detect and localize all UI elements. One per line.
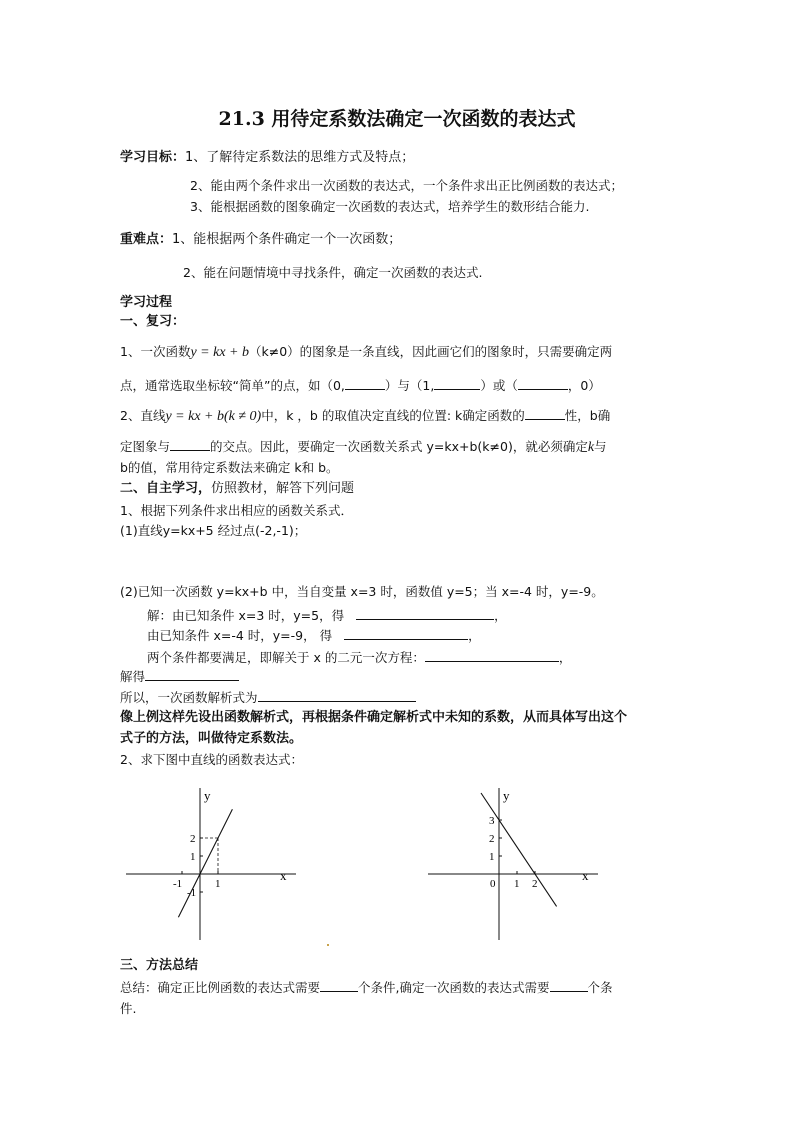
goals-label: 学习目标：	[120, 150, 186, 165]
blank-eq2[interactable]	[344, 626, 468, 640]
task1: 1、根据下列条件求出相应的函数关系式．	[120, 503, 353, 518]
q1-line2-a: 点，通常选取坐标较“简单”的点，如（0,	[120, 378, 345, 393]
summary-text-c: 个条	[587, 980, 613, 995]
q2-text-c: 性，b确	[564, 408, 611, 423]
task2: 2、求下图中直线的函数表达式：	[120, 752, 303, 767]
solution-line3	[147, 648, 571, 667]
sol2-text: 由已知条件 x=-4 时，y=-9， 得	[147, 628, 333, 643]
sol4-text: 解得	[120, 669, 146, 684]
blank-point-c[interactable]	[518, 376, 568, 390]
blank-eq1[interactable]	[356, 606, 494, 620]
self-study-title: 二、自主学习，	[120, 481, 212, 496]
blank-linear-count[interactable]	[550, 978, 588, 992]
q1-text-b: （k≠0）的图象是一条直线，因此画它们的图象时，只需要确定两	[249, 344, 613, 359]
key-points-label: 重难点：	[120, 232, 173, 247]
graph-2	[422, 780, 602, 950]
function-line	[178, 809, 232, 917]
review-q2-line2	[120, 437, 607, 457]
x-tick-label: 2	[532, 878, 538, 890]
blank-point-a[interactable]	[345, 376, 385, 390]
origin-label: 0	[490, 878, 496, 890]
solution-line1	[147, 606, 507, 625]
q1-text-a: 1、一次函数	[120, 344, 191, 359]
task1-part2: (2)已知一次函数 y=kx+b 中，当自变量 x=3 时，函数值 y=5；当 x=-4 时，y=-9。	[120, 584, 604, 599]
y-tick-label: 2	[190, 833, 196, 845]
y-tick-label: 2	[489, 833, 495, 845]
q2-line2-b: 的交点。因此，要确定一次函数关系式 y=kx+b(k≠0)，就必须确定	[210, 439, 588, 454]
q2-text-b: 中，k ，b 的取值决定直线的位置: k确定函数的	[261, 408, 525, 423]
self-study-heading	[120, 480, 354, 498]
summary-line2: 件.	[120, 1001, 137, 1016]
y-axis-label: y	[204, 788, 211, 803]
q1-line2-d: ，0）	[567, 378, 601, 393]
blank-proportional-count[interactable]	[320, 978, 358, 992]
x-axis-label: x	[280, 868, 287, 883]
x-axis-label: x	[582, 868, 589, 883]
sol3-comma: ，	[558, 650, 572, 665]
y-tick-label: -1	[187, 887, 197, 899]
summary-text-b: 个条件,确定一次函数的表达式需要	[358, 980, 550, 995]
goal-1: 1、了解待定系数法的思维方式及特点；	[185, 150, 415, 165]
summary-heading: 三、方法总结	[120, 958, 199, 973]
blank-solution[interactable]	[145, 667, 239, 681]
key-point-2: 2、能在问题情境中寻找条件，确定一次函数的表达式.	[183, 265, 483, 280]
key-points	[120, 231, 401, 249]
y-axis-label: y	[503, 788, 510, 803]
decorative-dot	[327, 944, 329, 946]
sol1-comma: ，	[494, 608, 507, 623]
review-heading: 一、复习：	[120, 314, 186, 329]
goals	[120, 149, 414, 167]
q2-line2-k: k	[587, 440, 595, 455]
q1-line2-c: ）或（	[480, 378, 518, 393]
process-heading: 学习过程	[120, 295, 173, 310]
self-study-rest: 仿照教材，解答下列问题	[211, 481, 355, 496]
summary-line1	[120, 978, 613, 997]
x-tick-label: 1	[215, 878, 221, 890]
sol3-text: 两个条件都要满足，即解关于 x 的二元一次方程：	[147, 650, 425, 665]
solution-line2	[147, 626, 481, 645]
blank-point-b[interactable]	[434, 376, 480, 390]
goal-3: 3、能根据函数的图象确定一次函数的表达式，培养学生的数形结合能力.	[190, 199, 590, 214]
y-tick-label: 3	[489, 815, 495, 827]
solution-line4	[120, 667, 239, 686]
review-q1-line2	[120, 376, 601, 395]
page-title: 21.3 用待定系数法确定一次函数的表达式	[218, 108, 576, 130]
blank-axis[interactable]	[170, 437, 210, 451]
definition-line1: 像上例这样先设出函数解析式，再根据条件确定解析式中未知的系数，从而具体写出这个	[120, 710, 628, 725]
sol5-text: 所以，一次函数解析式为	[120, 690, 258, 705]
q1-formula: y = kx + b	[190, 345, 249, 360]
q2-formula: y = kx + b(k ≠ 0)	[165, 409, 262, 424]
blank-expression[interactable]	[258, 688, 416, 702]
q2-line2-c: 与	[594, 439, 607, 454]
y-tick-label: 1	[489, 851, 495, 863]
goal-2: 2、能由两个条件求出一次函数的表达式，一个条件求出正比例函数的表达式；	[190, 178, 623, 193]
y-tick-label: 1	[190, 851, 196, 863]
q1-line2-b: ）与（1,	[384, 378, 435, 393]
task1-part1: (1)直线y=kx+5 经过点(-2,-1)；	[120, 523, 307, 538]
graph-1	[120, 780, 300, 950]
solution-line5	[120, 688, 416, 707]
x-tick-label: -1	[173, 878, 183, 890]
definition-line2: 式子的方法，叫做待定系数法。	[120, 731, 303, 746]
q2-line2-a: 定图象与	[120, 439, 171, 454]
key-point-1: 1、能根据两个条件确定一个一次函数；	[172, 232, 402, 247]
q2-text-a: 2、直线	[120, 408, 166, 423]
review-q2-line3: b的值，常用待定系数法来确定 k和 b。	[120, 460, 339, 475]
sol2-comma: ，	[468, 628, 481, 643]
blank-system[interactable]	[425, 648, 559, 662]
x-tick-label: 1	[514, 878, 520, 890]
review-q2-line1	[120, 406, 610, 426]
blank-monotonic[interactable]	[525, 406, 565, 420]
sol1-text: 解：由已知条件 x=3 时，y=5，得	[147, 608, 345, 623]
review-q1-line1	[120, 343, 612, 362]
summary-text-a: 总结：确定正比例函数的表达式需要	[120, 980, 321, 995]
